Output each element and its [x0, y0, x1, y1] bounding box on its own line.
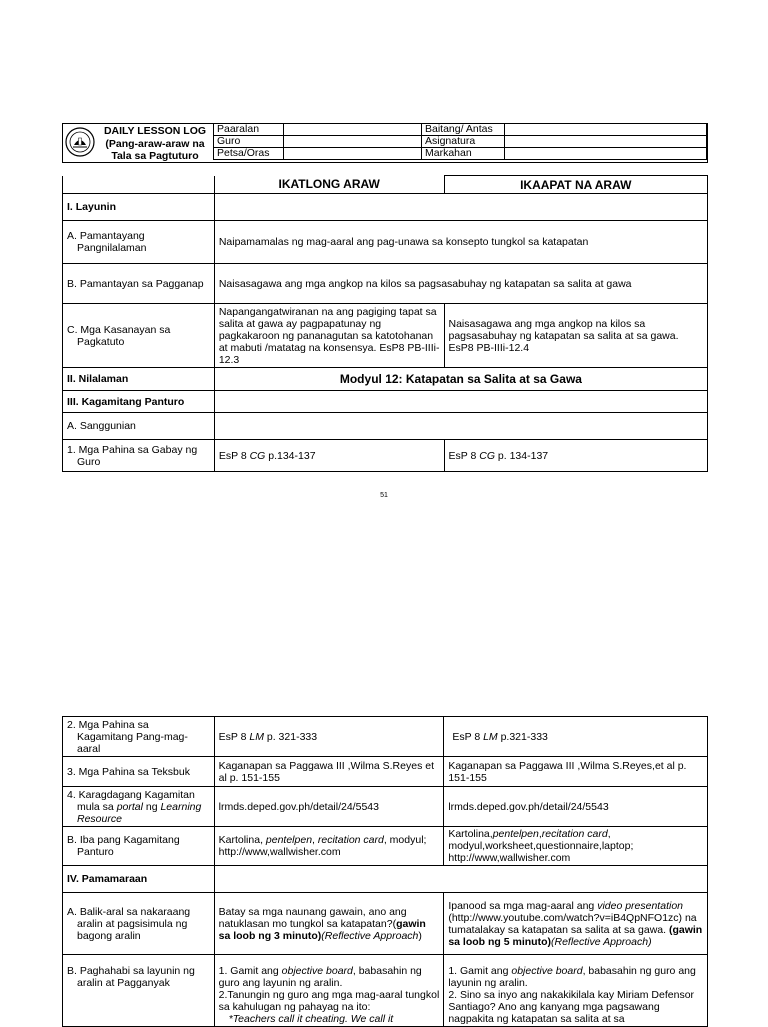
row-layunin-label: I. Layunin: [63, 194, 215, 221]
blank-header-cell: [63, 176, 215, 194]
row-gabay-day3: EsP 8 CG p.134-137: [214, 440, 444, 472]
field-baitang-label: Baitang/ Antas: [422, 124, 505, 136]
field-guro-value[interactable]: [284, 136, 422, 148]
row-nilalaman-value: Modyul 12: Katapatan sa Salita at sa Gawa: [214, 368, 707, 391]
row-kasanayan-day3: Napangangatwiranan na ang pagiging tapat sa salita at gawa ay pagpapatunay ng pagkakaroon ng pananagutan sa katotohanan at mabuti /matatag na konsensya. EsP8 PB-IIIi-12.3: [214, 304, 444, 368]
row-kagamitan-value: [214, 391, 707, 413]
row-pamantayang-label: A. Pamantayang Pangnilalaman: [63, 221, 215, 264]
row-gabay-day4: EsP 8 CG p. 134-137: [444, 440, 708, 472]
lesson-table-page2: [62, 716, 708, 1027]
field-petsa-value[interactable]: [284, 148, 422, 160]
field-petsa-label: Petsa/Oras: [214, 148, 284, 160]
field-paaralan-label: Paaralan: [214, 124, 284, 136]
field-guro-label: Guro: [214, 136, 284, 148]
row-sanggunian-value: [214, 413, 707, 440]
row-pamamaraan-label: IV. Pamamaraan: [63, 866, 215, 893]
column-day4: IKAAPAT NA ARAW: [444, 176, 708, 194]
lesson-log-title: DAILY LESSON LOG (Pang-araw-araw na Tala sa Pagtuturo: [103, 125, 207, 162]
row-iba-day3: Kartolina, pentelpen, recitation card, modyul; http://www,wallwisher.com: [214, 827, 444, 866]
row-iba-day4: Kartolina,pentelpen,recitation card, modyul,worksheet,questionnaire,laptop; http://www,wallwisher.com: [444, 827, 708, 866]
field-markahan-label: Markahan: [422, 148, 505, 160]
row-paghahabi-label: B. Paghahabi sa layunin ng aralin at Pagganyak: [63, 955, 215, 1027]
row-pamamaraan-value: [214, 866, 707, 893]
field-asignatura-value[interactable]: [505, 136, 707, 148]
row-layunin-value: [214, 194, 707, 221]
row-teksbuk-label: 3. Mga Pahina sa Teksbuk: [63, 757, 215, 787]
deped-seal-icon: [65, 127, 95, 157]
row-paganap-label: B. Pamantayan sa Pagganap: [63, 264, 215, 304]
lesson-log-header: [62, 123, 708, 163]
row-iba-label: B. Iba pang Kagamitang Panturo: [63, 827, 215, 866]
row-teksbuk-day4: Kaganapan sa Paggawa III ,Wilma S.Reyes,et al p. 151-155: [444, 757, 708, 787]
page-number: 51: [380, 492, 388, 499]
field-baitang-value[interactable]: [505, 124, 707, 136]
row-balik-label: A. Balik-aral sa nakaraang aralin at pagsisimula ng bagong aralin: [63, 893, 215, 955]
row-paghahabi-day3: 1. Gamit ang objective board, babasahin ng guro ang layunin ng aralin. 2.Tanungin ng guro ang mga mag-aaral tungkol sa kahulugan ng pahayag na ito: *Teachers call it cheating. We call it: [214, 955, 444, 1027]
row-pamantayang-value: Naipamamalas ng mag-aaral ang pag-unawa sa konsepto tungkol sa katapatan: [214, 221, 707, 264]
row-karagdagan-day4: lrmds.deped.gov.ph/detail/24/5543: [444, 787, 708, 827]
row-gabay-label: 1. Mga Pahina sa Gabay ng Guro: [63, 440, 215, 472]
row-karagdagan-label: 4. Karagdagang Kagamitan mula sa portal ng Learning Resource: [63, 787, 215, 827]
lesson-table-page1: [62, 175, 708, 472]
field-markahan-value[interactable]: [505, 148, 707, 160]
row-nilalaman-label: II. Nilalaman: [63, 368, 215, 391]
row-paganap-value: Naisasagawa ang mga angkop na kilos sa pagsasabuhay ng katapatan sa salita at gawa: [214, 264, 707, 304]
row-sanggunian-label: A. Sanggunian: [63, 413, 215, 440]
row-balik-day3: Batay sa mga naunang gawain, ano ang natuklasan mo tungkol sa katapatan?(gawin sa loob ng 3 minuto)(Reflective Approach): [214, 893, 444, 955]
header-fields: [213, 123, 707, 160]
row-kasanayan-label: C. Mga Kasanayan sa Pagkatuto: [63, 304, 215, 368]
row-kagamitan-label: III. Kagamitang Panturo: [63, 391, 215, 413]
row-kagamitang-label: 2. Mga Pahina sa Kagamitang Pang-mag- aaral: [63, 717, 215, 757]
row-paghahabi-day4: 1. Gamit ang objective board, babasahin ng guro ang layunin ng aralin. 2. Sino sa inyo ang nakakikilala kay Miriam Defensor Santiago? Ano ang kanyang mga pagsawang nagpakita ng katapatan sa salita at sa: [444, 955, 708, 1027]
row-karagdagan-day3: lrmds.deped.gov.ph/detail/24/5543: [214, 787, 444, 827]
column-day3: IKATLONG ARAW: [214, 176, 444, 194]
row-kagamitang-day4: EsP 8 LM p.321-333: [444, 717, 708, 757]
field-paaralan-value[interactable]: [284, 124, 422, 136]
row-teksbuk-day3: Kaganapan sa Paggawa III ,Wilma S.Reyes et al p. 151-155: [214, 757, 444, 787]
row-balik-day4: Ipanood sa mga mag-aaral ang video presentation (http://www.youtube.com/watch?v=iB4QpNFO1zc) na tumatalakay sa katapatan sa salita at sa gawa. (gawin sa loob ng 5 minuto)(Reflective Approach): [444, 893, 708, 955]
field-asignatura-label: Asignatura: [422, 136, 505, 148]
row-kasanayan-day4: Naisasagawa ang mga angkop na kilos sa pagsasabuhay ng katapatan sa salita at sa gawa. EsP8 PB-IIIi-12.4: [444, 304, 708, 368]
row-kagamitang-day3: EsP 8 LM p. 321-333: [214, 717, 444, 757]
